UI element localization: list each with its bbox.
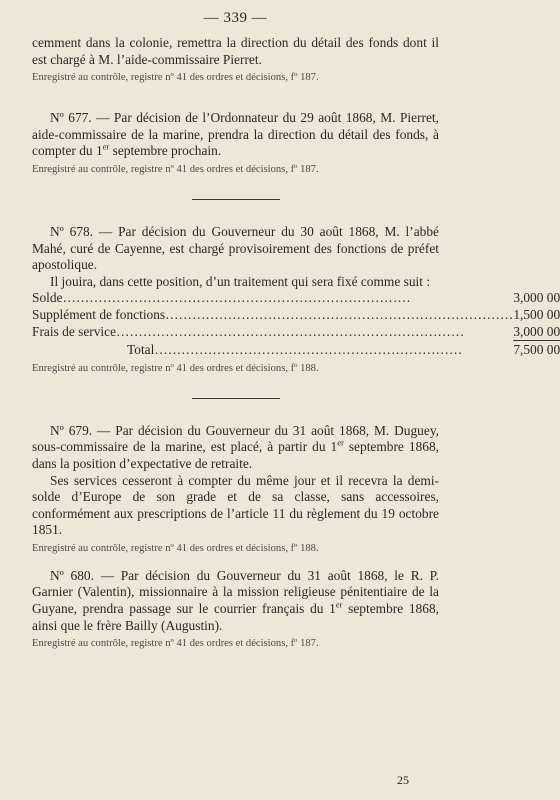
salary-table [32,290,560,358]
salary-row [32,290,560,307]
salary-row-label: Supplément de fonctions…………………………………………………………………… [32,306,514,322]
salary-row [32,324,560,341]
intro-paragraph: cemment dans la colonie, remettra la direction du détail des fonds dont il est chargé à M. l’aide-commissaire Pierret. [32,35,439,67]
decision-680-text-b: septembre 1868, ainsi que le frère Bailly (Augustin). [32,601,439,633]
decision-678-registration: Enregistré au contrôle, registre nº 41 des ordres et décisions, fº 188. [32,362,319,374]
salary-row-amount: 1,500 00 [513,306,560,322]
decision-677-sup: er [102,141,110,152]
section-divider [192,199,280,200]
decision-679-registration: Enregistré au contrôle, registre nº 41 des ordres et décisions, fº 188. [32,542,319,554]
section-divider [192,398,280,399]
decision-679-paragraph-2: Ses services cesseront à compter du même jour et il recevra la demi-solde d’Europe de son grade et de sa classe, sans accessoires, conformément aux prescriptions de l’article 11 du règlement du 19 octobre 1851. [32,472,439,538]
salary-row-amount: 3,000 00 [513,290,560,306]
decision-679-sup: er [337,437,344,448]
salary-row-label: Frais de service…………………………………………………………………… [32,323,465,339]
decision-680-paragraph [32,568,439,634]
decision-679-text-b: septembre 1868, dans la position d’expectative de retraite. [32,439,439,471]
page-number-header: — 339 — [203,10,268,26]
block-gap [32,85,439,110]
decision-677-text-a: Nº 677. — Par décision de l’Ordonnateur du 29 août 1868, M. Pierret, aide-commissaire de la marine, prendra la direction du détail des fonds, à compter du 1 [32,110,439,159]
block-gap [32,556,439,568]
page-footer-number: 25 [397,773,409,787]
decision-677-text-b: septembre prochain. [109,143,222,159]
decision-677-registration: Enregistré au contrôle, registre nº 41 des ordres et décisions, fº 187. [32,163,319,175]
decision-679-text-a: Nº 679. — Par décision du Gouverneur du 31 août 1868, M. Duguey, sous-commissaire de la marine, est placé, à partir du 1 [32,422,439,455]
intro-registration: Enregistré au contrôle, registre nº 41 des ordres et décisions, fº 187. [32,72,319,84]
salary-row-amount: 3,000 00 [513,323,560,339]
salary-row-label: Solde…………………………………………………………………… [32,290,411,306]
decision-678-paragraph: Nº 678. — Par décision du Gouverneur du 30 août 1868, M. l’abbé Mahé, curé de Cayenne, est chargé provisoirement des fonctions de préfet apostolique. [32,223,439,273]
salary-total-label: Total…………………………………………………………… [127,342,463,358]
decision-680-sup: er [335,599,343,610]
decision-680-text-a: Nº 680. — Par décision du Gouverneur du 31 août 1868, le R. P. Garnier (Valentin), missionnaire à la mission religieuse pénitentiaire de la Guyane, prendra passage sur le courrier français du 1 [32,567,439,617]
salary-total-amount: 7,500 00 [513,342,560,358]
salary-total-row [32,340,560,359]
decision-678-paragraph-2: Il jouira, dans cette position, d’un traitement qui sera fixé comme suit : [50,273,431,289]
salary-row [32,307,560,324]
decision-677-paragraph [32,110,439,160]
decision-680-registration: Enregistré au contrôle, registre nº 41 des ordres et décisions, fº 187. [32,638,319,650]
decision-679-paragraph [32,423,439,473]
